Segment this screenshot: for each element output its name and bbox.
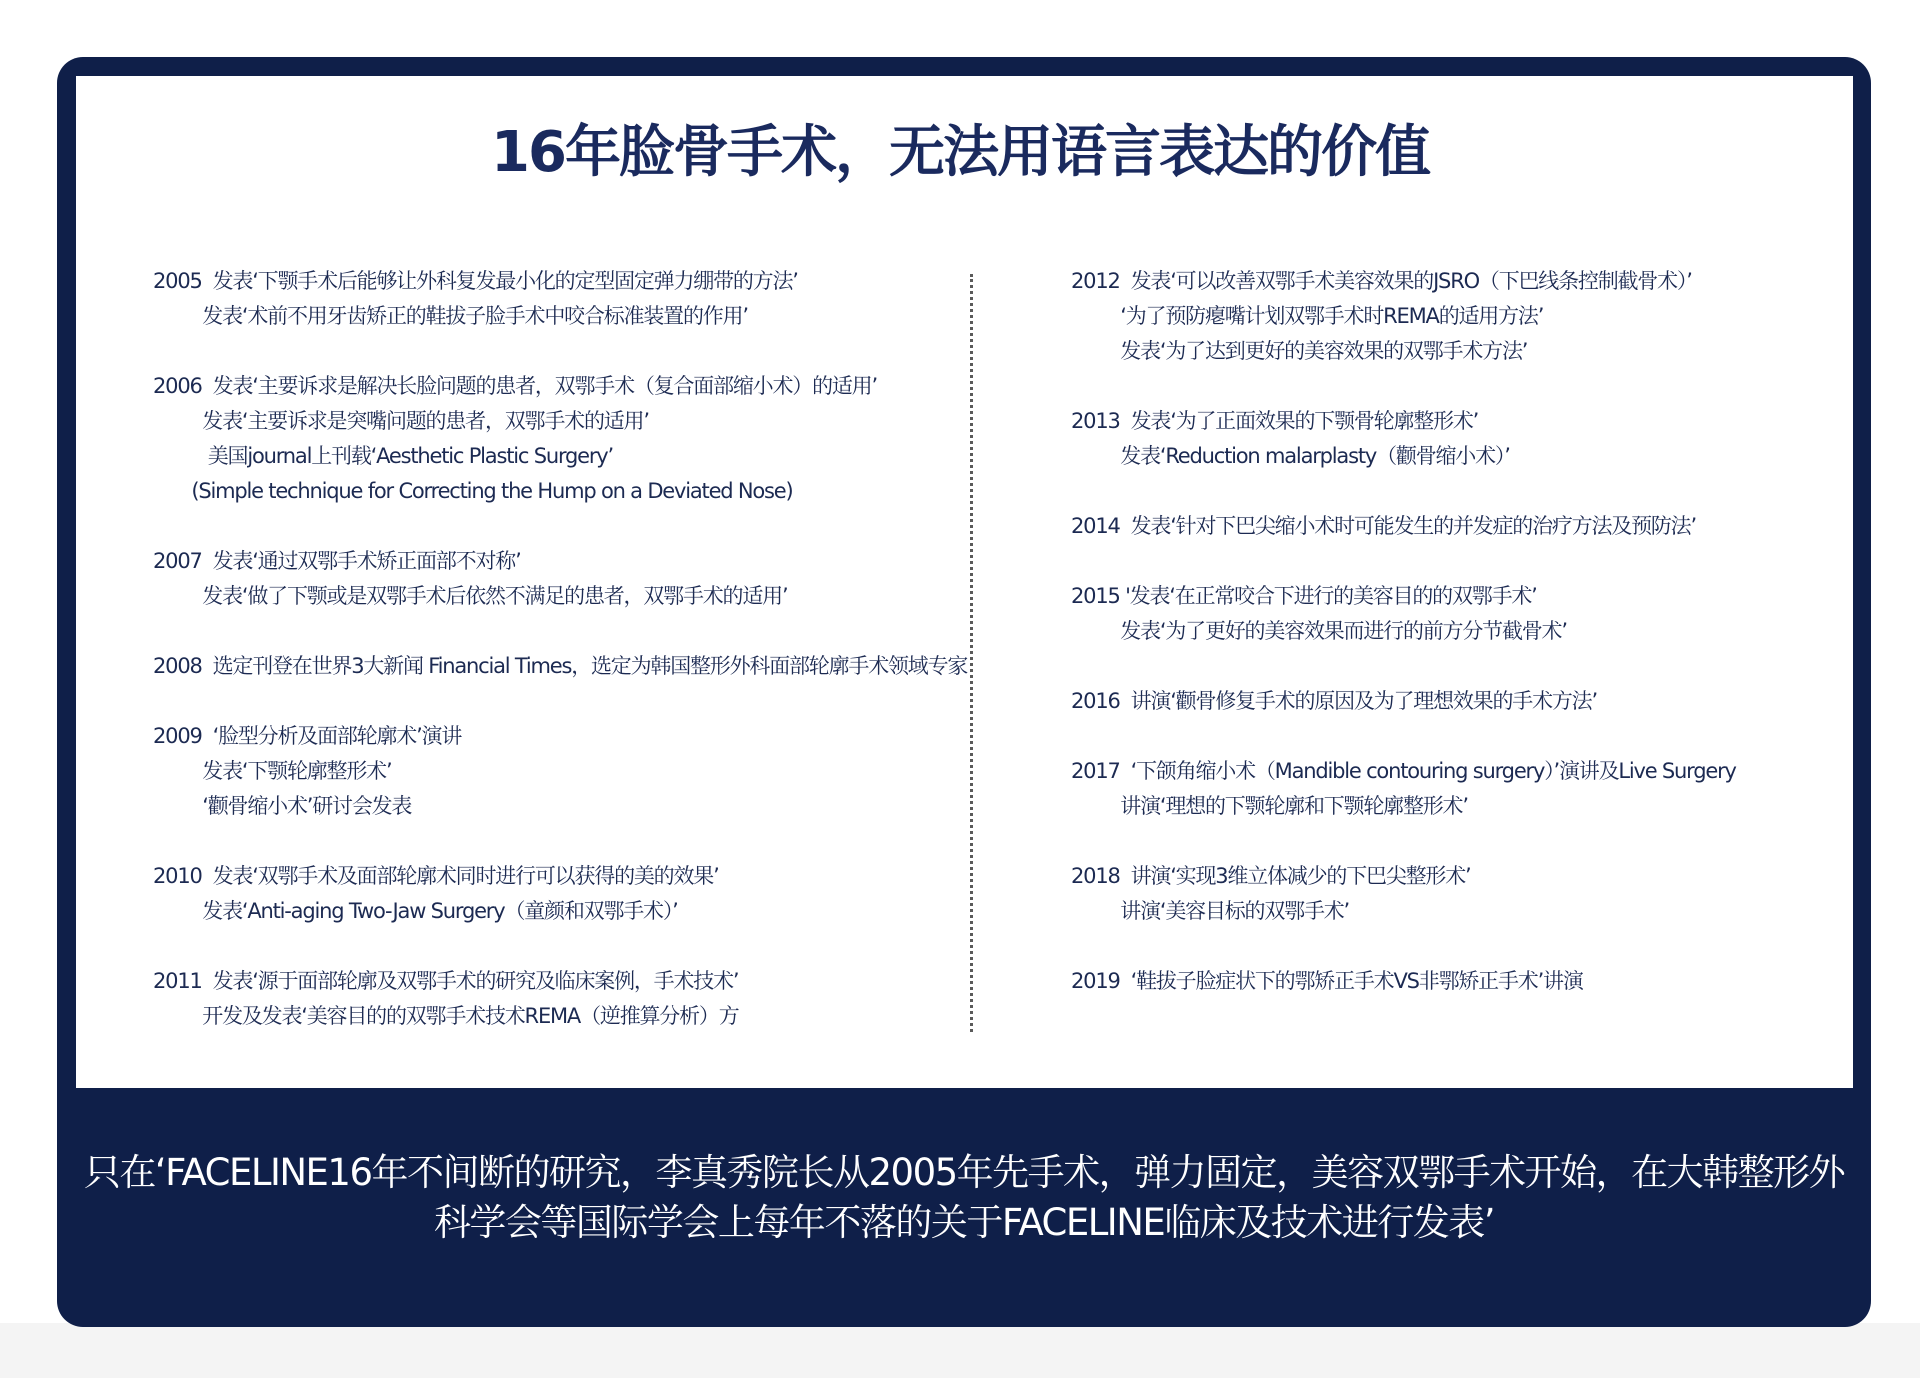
entry-spacer [153,684,973,719]
timeline-entry-line: ‘颧骨缩小术’研讨会发表 [153,794,412,818]
timeline-entry-line: 发表‘Reduction malarplasty（颧骨缩小术）’ [1071,444,1510,468]
timeline-entry-line: 讲演‘美容目标的双鄂手术’ [1071,899,1350,923]
timeline-entry-line: 发表‘做了下颚或是双鄂手术后依然不满足的患者，双鄂手术的适用’ [153,584,788,608]
entry-spacer [1071,544,1771,579]
entry-spacer [153,334,973,369]
timeline-entry-line: 2015 '发表‘在正常咬合下进行的美容目的的双鄂手术’ [1071,584,1537,608]
timeline-entry-line: 美国journal上刊载‘Aesthetic Plastic Surgery’ [153,444,613,468]
timeline-entry-line: ‘为了预防瘪嘴计划双鄂手术时REMA的适用方法’ [1071,304,1544,328]
timeline-entry-line: 2009 ‘脸型分析及面部轮廓术’演讲 [153,724,462,748]
column-divider [970,274,973,1032]
page-bottom-strip [0,1323,1920,1378]
timeline-entry-line: 2019 ‘鞋拔子脸症状下的鄂矫正手术VS非鄂矫正手术’讲演 [1071,969,1583,993]
entry-spacer [1071,474,1771,509]
timeline-entry-line: 2005 发表‘下颚手术后能够让外科复发最小化的定型固定弹力绷带的方法’ [153,269,798,293]
timeline-entry-line: 2007 发表‘通过双鄂手术矫正面部不对称’ [153,549,521,573]
timeline-entry-line: 2018 讲演‘实现3维立体减少的下巴尖整形术’ [1071,864,1471,888]
entry-spacer [153,929,973,964]
timeline-entry-line: 2006 发表‘主要诉求是解决长脸问题的患者，双鄂手术（复合面部缩小术）的适用’ [153,374,877,398]
timeline-entry-line: (Simple technique for Correcting the Hump on a Deviated Nose) [153,479,793,503]
page-title: 16年脸骨手术，无法用语言表达的价值 [491,120,1429,185]
timeline-right-column [1071,264,1771,999]
timeline-entry-line: 2008 选定刊登在世界3大新闻 Financial Times，选定为韩国整形外科面部轮廓手术领域专家 [153,654,968,678]
timeline-entry-line: 2014 发表‘针对下巴尖缩小术时可能发生的并发症的治疗方法及预防法’ [1071,514,1696,538]
timeline-entry-line: 2012 发表‘可以改善双鄂手术美容效果的JSRO（下巴线条控制截骨术）’ [1071,269,1692,293]
timeline-entry-line: 2013 发表‘为了正面效果的下颚骨轮廓整形术’ [1071,409,1479,433]
entry-spacer [1071,929,1771,964]
entry-spacer [153,824,973,859]
footer-line: 科学会等国际学会上每年不落的关于FACELINE临床及技术进行发表’ [433,1201,1495,1244]
entry-spacer [1071,649,1771,684]
timeline-entry-line: 发表‘Anti-aging Two-Jaw Surgery（童颜和双鄂手术）’ [153,899,678,923]
footer-summary [57,1148,1871,1248]
timeline-entry-line: 讲演‘理想的下颚轮廓和下颚轮廓整形术’ [1071,794,1468,818]
timeline-entry-line: 发表‘下颚轮廓整形术’ [153,759,392,783]
entry-spacer [153,614,973,649]
timeline-entry-line: 发表‘为了更好的美容效果而进行的前方分节截骨术’ [1071,619,1567,643]
timeline-left-column [153,264,973,1034]
timeline-entry-line: 2010 发表‘双鄂手术及面部轮廓术同时进行可以获得的美的效果’ [153,864,719,888]
entry-spacer [1071,369,1771,404]
entry-spacer [1071,719,1771,754]
timeline-entry-line: 2016 讲演‘颧骨修复手术的原因及为了理想效果的手术方法’ [1071,689,1597,713]
timeline-entry-line: 2011 发表‘源于面部轮廓及双鄂手术的研究及临床案例，手术技术’ [153,969,739,993]
footer-line: 只在‘FACELINE16年不间断的研究，李真秀院长从2005年先手术，弹力固定，美容双鄂手术开始，在大韩整形外 [83,1151,1845,1194]
timeline-entry-line: 开发及发表‘美容目的的双鄂手术技术REMA（逆推算分析）方 [153,1004,739,1028]
timeline-entry-line: 发表‘为了达到更好的美容效果的双鄂手术方法’ [1071,339,1528,363]
timeline-entry-line: 发表‘术前不用牙齿矫正的鞋拔子脸手术中咬合标准装置的作用’ [153,304,748,328]
timeline-entry-line: 发表‘主要诉求是突嘴问题的患者，双鄂手术的适用’ [153,409,649,433]
entry-spacer [1071,824,1771,859]
timeline-entry-line: 2017 ‘下颌角缩小术（Mandible contouring surgery）’演讲及Live Surgery [1071,759,1736,783]
entry-spacer [153,509,973,544]
